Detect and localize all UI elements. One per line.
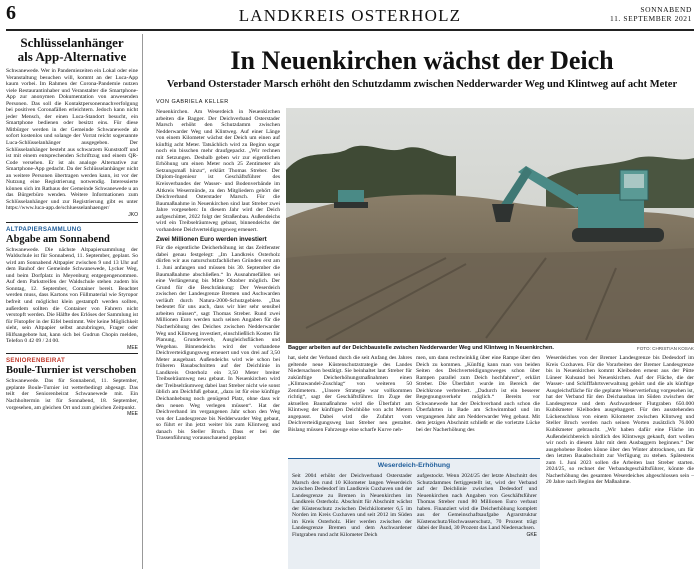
article-photo bbox=[286, 108, 694, 343]
sidebar-section-label: SENIORENBEIRAT bbox=[6, 357, 66, 365]
page-number: 6 bbox=[6, 2, 16, 24]
article-column-2 bbox=[288, 355, 412, 455]
masthead-rule bbox=[6, 29, 694, 31]
sidebar-story-body: Schwanewede. Die nächste Altpapiersammlung der Waldschule ist für Sonnabend, 11. September, geplant. So wird am Sonnabend Altpapier zwischen 9 und 13 Uhr auf dem Bauhof der Gemeinde Schwanewede, Lycker Weg, und beim Dorfplatz in Meyenburg entgegengenommen. Auf dem Parkstreifen der Waldschule stehen zudem bis Sonntag, 12. September, Container bereit. Beachtet werden muss, dass Kartons von Füllmaterial wie Styropor befreit und möglichst klein gestampft werden sollten, außerdem sollten die Container von Fahrern nicht verstopft werden. Die Hälfte des Erlöses der Sammlung ist für Flutopfer in der Eifel bestimmt. Wer keine Möglichkeit sieht, sein Altpapier selbst anzubringen, Frager oder Hilfsangebote hat, kann sich bei Gudrun Chopin melden, Telefon 0 42 09 / 24 00. bbox=[6, 246, 138, 345]
info-box-byline: GKE bbox=[526, 531, 537, 538]
article-paragraph: Für die eigentliche Deicherhöhung ist das Zeitfenster dabei genau festgelegt: „Im Landkreis Osterholz dürfen wir aus naturschutzfachlichen Gründen erst am 1. Juni anfangen und müssen bis 30. September die Baumaßnahme abschließen.“ In Ausnahmefällen sei eine Verlängerung bis Mitte Oktober möglich. Der Grund für die Beschränkung: Der Weserdeich zwischen der Landesgrenze Bremen und Aschwarden verläuft durch Natura-2000-Schutzgebiete. „Das bedeutet für uns auch, dass wir hier sehr sensibel arbeiten müssen“, sagt Thomas Streber. Rund zwei Millionen Euro werden nach seinen Angaben für die Nacherhöhung des Deiches zwischen Nedderwarder Weg und Klintweg investiert, einschließlich Kosten für Planung, Grunderwerb, Ausgleichsflächen und Wegebau. Binnendeichs wird der vorhandene Deichverteidigungsweg erneuert und von drei auf 3,50 Meter ausgebaut. Außendeichs wird wie schon bei früheren Bauabschnitten auf der Deichlinie in Landkreis Osterholz ein 3,50 Meter breiter Treibselräumweg neu gebaut. In Neuenkirchen wird der Treibselräumweg dabei laut Streber nicht wie sonst üblich am Deichfuß gebaut, „dazu ist für eine künftige Deichanhebung noch genügend Platz, ohne dass wir den neuen Weg verlegen müssen“. Hat der Deichverband im vergangenen Jahr schon den Weg von der Landesgrenze bis Nedderwarder Weg gebaut, so führt er ihn jetzt weiter bis zum Klintweg und danach bis Steller Bruch. Dass er bei der Trassenführung vorausschauend geplant bbox=[156, 245, 280, 442]
sidebar bbox=[6, 34, 138, 569]
article-paragraph: Weserdeiches von der Bremer Landesgrenze bis Dedesdorf im Kreis Cuxhaven. Für die Vorarbeiten der Bremer Landesgrenze bis in Neuenkirchen kommt Kleiboden erneut aus der Pütte Lüneer Kuhsand bei Neuenkirchen. Auf der Fläche, die der Wasser- und Schifffahrtsverwaltung gehört und die als künftige Ausgleichsfläche für die geplante Weservertiefung vorgesehen ist, hat der Verband für den Deichausbau im Süden zwischen der Landesgrenze und dem Aschwardener Flutgraben 650.000 Kubikmeter Kleiboden ausgebaggert. Für den ausstehenden Lückenschluss von einem Kilometer zwischen Klintweg und Steller Bruch werden nach seinen Worten zusätzlich 76.000 Kubikmeter gebraucht. „Wir haben dafür eine Fläche im Außendeichbereich nördlich des Klintwegs gekauft, dort wollen wir noch in diesem Jahr mit dem Ausbaggern beginnen.“ Der ausgehobene Boden könne über den Winter abtrocknen, um für den letzten Bauabschnitt zur Verfügung zu stehen. Spätestens zum 1. Juni 2023 sollen die Arbeiten laut Streber starten. 2024/25, so rechnet der Verbandsgeschäftsführer, könnte die Nacherhöhung des gesamten Weserdeiches abgeschlossen sein – 20 Jahre nach Beginn der Maßnahme. bbox=[546, 355, 694, 486]
sidebar-story-body: Schwanewede. Wer in Pandemiezeiten ein Lokal oder eine Veranstaltung besuchen will, kommt an der Luca-App kaum vorbei. Im Rahmen der Corona-Pandemie nutzen viele Restaurantinhaber und Veranstalter die Smartphone-App zur anonymen Dokumentation von anwesenden Personen. Das soll die Kontaktpersonennachverfolgung bei positiven Coronafällen erleichtern. Jedoch kann nicht jeder Mensch, der einen Luca-Standort besucht, ein Smartphone bedienen oder besitzt eins. Für diese Mitbürger werden in der Gemeinde Schwanewede ab sofort kostenlos und solange der Vorrat reicht sogenannte Luca-Schlüsselanhänger ausgegeben. Der Schlüsselanhänger besteht aus schwarzem Kunststoff und ist mit einem entsprechenden Schriftzug und einem QR-Code versehen. Er ist als analoge Alternative zur Smartphone-App gedacht. Da der Schlüsselanhänger nicht an weitere Personen übertragen werden kann, ist vor der Nutzung eine Registrierung notwendig. Interessierte können sich im Rathaus der Gemeinde Schwanewede u an das Bürgerbüro wenden. Weitere Informationen zum Schlüsselanhänger und zur Registrierung gibt es unter https://www.luca-app.de/schluesselanhaenger/ bbox=[6, 68, 138, 212]
headline-line: Schlüsselanhänger bbox=[20, 35, 124, 50]
article-headline: In Neuenkirchen wächst der Deich bbox=[230, 46, 614, 75]
construction-photo bbox=[286, 108, 694, 343]
sidebar-story-headline bbox=[6, 36, 138, 64]
sidebar-divider bbox=[6, 222, 138, 223]
info-box-text: aufgestockt. Wenn 2024/25 der letzte Abschnitt des Schutzdammes fertiggestellt ist, wird der Verband auf der Deichlinie zwischen Dedesdorf und Neuenkirchen nach Angaben von Geschäftsführer Thomas Streber rund 80 Millionen Euro verbaut haben. Finanziert wird die Deicherhöhung komplett aus der Gemeinschaftsaufgabe Agrarstruktur Küstenschutz/Hochwasserschutz, 70 Prozent trägt dabei der Bund, 30 Prozent das Land Niedersachsen. bbox=[417, 473, 537, 532]
section-title: LANDKREIS OSTERHOLZ bbox=[238, 6, 462, 25]
info-box-title: Weserdeich-Erhöhung bbox=[377, 462, 451, 469]
info-box-col-2 bbox=[417, 473, 537, 567]
article-column-4 bbox=[546, 355, 694, 567]
sidebar-story-byline: JKO bbox=[128, 212, 138, 219]
sidebar-story-byline: MEE bbox=[127, 344, 138, 351]
issue-date: 11. SEPTEMBER 2021 bbox=[610, 14, 692, 23]
headline-line: als App-Alternative bbox=[17, 49, 127, 64]
article-column-3 bbox=[416, 355, 540, 455]
sidebar-section-label: ALTPAPIERSAMMLUNG bbox=[6, 225, 82, 233]
article-subhead: Zwei Millionen Euro werden investiert bbox=[156, 236, 267, 244]
article-paragraph: Neuenkirchen. Am Weserdeich in Neuenkirchen arbeiten die Bagger. Der Deichverband Osterstader Marsch erhöht den Schutzdamm zwischen Nedderwarder Weg und Klintweg. Auf einer Länge von einem Kilometer wächst der Deich um einen auf künftig acht Meter. Tatsächlich wird zu Beginn sogar noch ein bisschen mehr draufgepackt. „Wir rechnen mit Setzungen. Deshalb geben wir zur eigentlichen Erhöhung um einen Meter noch 25 Zentimeter als Setzungsmaß hinzu“, erklärt Thomas Streber. Der Diplom-Ingenieur ist Geschäftsführer des Kreisverbandes der Wasser- und Bodenverbände im Altkreis Wesermünde, zu den Mitgliedern gehört der Deichverband Osterstader Marsch. Für die Baumaßnahme in Neuenkirchen sind laut Streber zwei Jahre vorgesehen: In diesem Jahr wird der Deich aufgeschüttet, 2022 folgt der Straßenbau. Außendeichs wird ein Treibselräumweg gebaut, binnendeichs der vorhandene Deichverteidigungsweg erneuert. bbox=[156, 109, 280, 233]
article-subheadline: Verband Osterstader Marsch erhöht den Schutzdamm zwischen Nedderwarder Weg und Klintweg auf acht Meter bbox=[166, 79, 678, 90]
sidebar-story-body: Schwanewede. Das für Sonnabend, 11. September, geplante Boule-Turnier ist wetterbedingt abgesagt. Das teilt der Seniorenbeirat Schwanewede mit. Ein Nachholtermin ist für Sonnabend, 18. September, vorgesehen, am gleichen Ort und zum gleichen Zeitpunkt. bbox=[6, 378, 138, 411]
sidebar-story-headline: Abgabe am Sonnabend bbox=[6, 233, 110, 245]
article-column-1 bbox=[156, 109, 280, 564]
photo-credit: FOTO: CHRISTIAN KOSAK bbox=[636, 346, 694, 351]
photo-caption: Bagger arbeiten auf der Deichbaustelle zwischen Nedderwarder Weg und Klintweg in Neuenkirchen. bbox=[288, 345, 554, 351]
sidebar-story-headline: Boule-Turnier ist verschoben bbox=[6, 365, 137, 377]
issue-day: SONNABEND bbox=[640, 5, 692, 14]
article-author: VON GABRIELA KELLER bbox=[156, 99, 229, 105]
sidebar-divider bbox=[6, 353, 138, 354]
sidebar-story-byline: MEE bbox=[127, 411, 138, 418]
article-paragraph: men, um dann rechtwinklig über eine Rampe über den Deich zu kommen. „Künftig kann man von beiden Seiten des Deichverteidigungsweges schon über Rampen parallel zum Deich hochfahren“, erklärt Streber. Die Überfahrt wurde im Bereich der Deichkrone verbreitert. „Dadurch ist ein besserer Begegnungsverkehr möglich.“ Bereits vor Schwanewede hat der Deichverband auch schon die Überfahrten in Bade am Schwimmbad und im vergangenen Jahr am Nedderwarder Weg gebaut. Mit dem jetzigen Abschnitt schließt er die vorletzte Lücke bei der Nacherhöhung des bbox=[416, 355, 540, 434]
info-box bbox=[288, 458, 540, 569]
article-paragraph: hat, sieht der Verband durch die seit Anfang des Jahres geltende neue Küstenschutzstrategie des Landes Niedersachsen bestätigt. Sie beinhaltet laut Streber für zukünftige Deicherhöhungsmaßnahmen einen „Klimawandel-Zuschlag“ von weiteren 50 Zentimetern. „Unsere Strategie war vollkommen richtig“, sagt der Geschäftsführer. Im Zuge der aktuellen Baumaßnahme wird die Überfahrt am Klintweg der künftigen Deichhöhe von acht Metern angepasst. Dabei wird die Zufahrt vom Deichverteidigungsweg laut Streber neu gestaltet. Bislang müssen Fahrzeuge eine scharfe Kurve neh- bbox=[288, 355, 412, 434]
info-box-text: Seit 2004 erhöht der Deichverband Osterstader Marsch den rund 10 Kilometer langen Weserdeich zwischen Dedesdorf im Landkreis Cuxhaven und der Landesgrenze zu Bremen in Neuenkirchen im Landkreis Osterholz. Abschnitt für Abschnitt wächst der Küstenschutz zwischen Deichkilometer 6,5 im Norden im Kreis Cuxhaven und seit 2012 im Süden im Kreis Osterholz. Hier werden zwischen der Landesgrenze Bremen und dem Aschwardener Flutgraben rund acht Kilometer Deich bbox=[292, 473, 412, 538]
sidebar-column-rule bbox=[142, 34, 143, 569]
info-box-col-1 bbox=[292, 473, 412, 567]
